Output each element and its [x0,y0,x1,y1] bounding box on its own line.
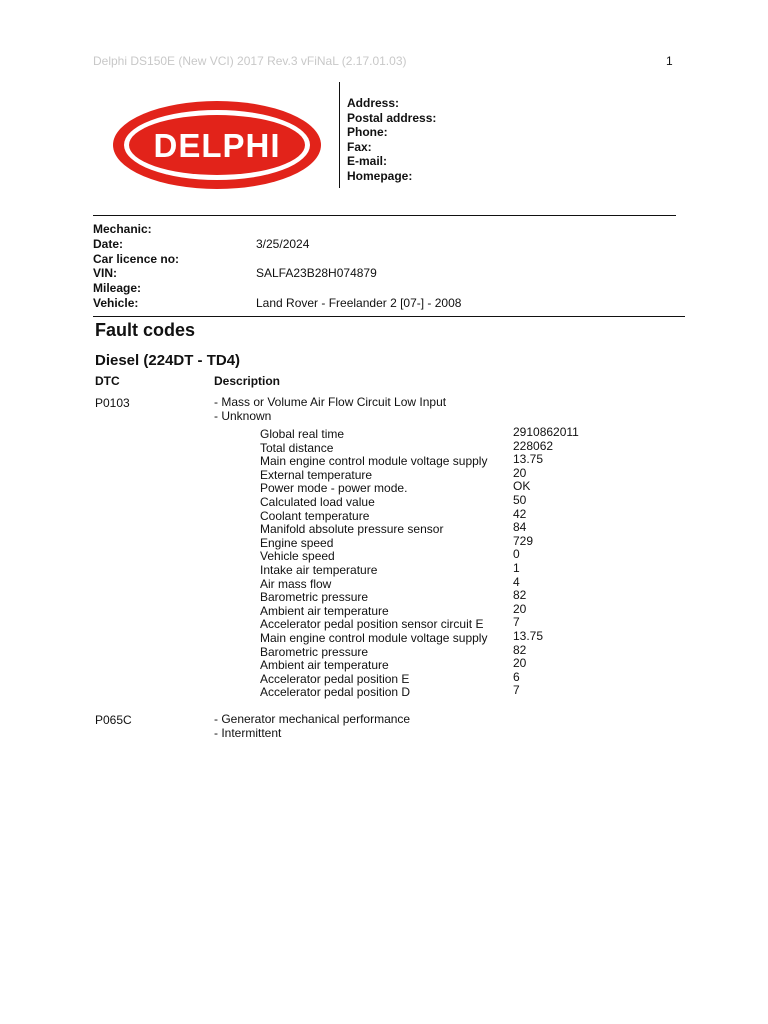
param-value: 0 [513,547,520,562]
param-value: 7 [513,683,520,698]
param-value: 20 [513,656,527,671]
info-bottom-rule [93,316,685,317]
param-name: Manifold absolute pressure sensor [260,522,444,537]
param-name: Engine speed [260,535,334,550]
param-value: OK [513,479,531,494]
param-value: 42 [513,506,527,521]
info-top-rule [93,215,676,216]
fault-status-line: - Unknown [214,408,272,423]
param-name: Main engine control module voltage supply [260,630,488,645]
param-name: Ambient air temperature [260,658,389,673]
param-value: 1 [513,560,520,575]
param-name: Barometric pressure [260,644,369,659]
vehicle-info-values [256,222,461,311]
vehicle-label: Vehicle: [93,295,139,310]
fault-code: P0103 [95,396,130,410]
param-value: 4 [513,574,520,589]
param-value: 7 [513,615,520,630]
param-name: Vehicle speed [260,549,335,564]
param-name: Total distance [260,440,334,455]
dtc-column-header: DTC [95,374,120,388]
param-name: Ambient air temperature [260,603,389,618]
mechanic-label: Mechanic: [93,222,152,236]
mileage-label: Mileage: [93,281,142,296]
param-value: 729 [513,533,534,548]
param-value: 2910862011 [513,425,579,439]
page-number: 1 [666,54,673,68]
delphi-logo [112,100,322,190]
param-name: Calculated load value [260,494,375,509]
param-name: Intake air temperature [260,562,378,577]
contact-block [347,96,436,184]
homepage-label: Homepage: [347,168,413,183]
param-name: Accelerator pedal position sensor circuit E [260,617,484,632]
param-value: 84 [513,520,527,535]
date-label: Date: [93,236,124,251]
param-value: 82 [513,588,527,603]
param-value: 20 [513,465,527,480]
fax-label: Fax: [347,139,372,154]
car-licence-value [256,252,461,267]
param-name: Air mass flow [260,576,332,591]
fault-description-line: - Mass or Volume Air Flow Circuit Low Input [214,395,447,409]
address-label: Address: [347,96,400,110]
freeze-frame-parameter-names [260,428,487,700]
fault-description [214,713,410,740]
vehicle-info-labels [93,222,179,311]
fault-status-line: - Intermittent [214,725,282,740]
phone-label: Phone: [347,125,388,140]
fault-code: P065C [95,713,132,727]
vehicle-value: Land Rover - Freelander 2 [07-] - 2008 [256,295,462,310]
logo-text: DELPHI [153,127,281,164]
date-value: 3/25/2024 [256,236,310,251]
param-value: 228062 [513,438,554,453]
param-name: Barometric pressure [260,590,369,605]
fault-description-line: - Generator mechanical performance [214,712,411,726]
param-value: 82 [513,642,527,657]
param-value: 20 [513,601,527,616]
param-value: 13.75 [513,452,544,467]
param-name: External temperature [260,467,373,482]
vin-value: SALFA23B28H074879 [256,266,377,281]
description-column-header: Description [214,374,281,388]
param-name: Accelerator pedal position E [260,671,410,686]
param-name: Coolant temperature [260,508,370,523]
mechanic-value [256,222,461,237]
param-name: Main engine control module voltage supply [260,454,488,469]
vin-label: VIN: [93,266,117,281]
mileage-value [256,281,461,296]
param-name: Global real time [260,427,345,441]
param-value: 6 [513,669,520,684]
email-label: E-mail: [347,154,388,169]
param-name: Power mode - power mode. [260,481,408,496]
document-header-title: Delphi DS150E (New VCI) 2017 Rev.3 vFiNaL (2.17.01.03) [93,54,407,68]
param-name: Accelerator pedal position D [260,685,411,700]
postal-address-label: Postal address: [347,110,437,125]
header-divider [339,82,340,188]
section-title: Fault codes [95,320,196,340]
car-licence-label: Car licence no: [93,251,180,266]
fault-description [214,396,446,423]
param-value: 50 [513,492,527,507]
subsection-title: Diesel (224DT - TD4) [95,352,241,369]
param-value: 13.75 [513,628,544,643]
freeze-frame-parameter-values [513,425,579,700]
